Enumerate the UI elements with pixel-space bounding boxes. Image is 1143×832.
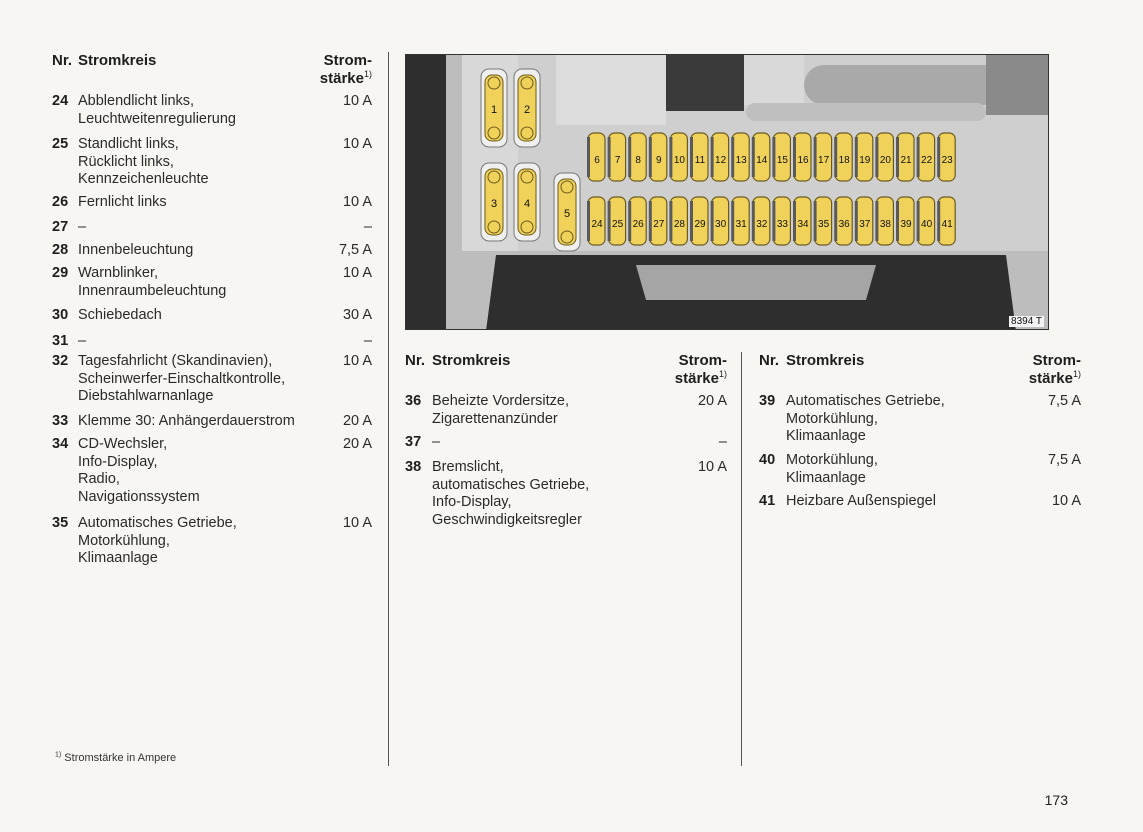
circuit-description: Klemme 30: Anhängerdauerstrom [78,413,295,429]
fuse-label-15: 15 [776,155,788,166]
right-header-amperage-text: Strom- stärke [1028,352,1081,387]
fuse-label-19: 19 [859,155,871,166]
fuse-label-14: 14 [756,155,768,166]
fuse-clip [690,201,693,241]
fuse-number: 32 [52,353,69,369]
fuse-clip [669,137,672,177]
left-header-nr: Nr. [52,52,73,69]
fuse-number: 37 [405,434,422,450]
fuse-label-29: 29 [694,219,706,230]
fuse-clip [608,137,611,177]
amperage-value: 20 A [342,436,372,452]
fuse-clip [855,137,858,177]
fuse-label-32: 32 [756,219,768,230]
footnote-mark: 1) [55,751,62,759]
fuse-number: 26 [52,194,69,210]
fuse-number: 40 [759,452,776,468]
fuse-clip [917,137,920,177]
fuse-number: 29 [52,265,69,281]
fuse-label-27: 27 [653,219,665,230]
fuse-number: 27 [52,219,69,235]
fuse-label-40: 40 [921,219,933,230]
fuse-label-16: 16 [797,155,809,166]
fuse-number: 34 [52,436,69,452]
fuse-number: 28 [52,242,69,258]
amperage-value: 20 A [697,393,727,409]
amperage-value: 10 A [342,265,372,281]
fuse-label-25: 25 [612,219,624,230]
fuse-label-18: 18 [838,155,850,166]
fuse-clip [649,201,652,241]
footnote [55,752,176,764]
fuse-clip [917,201,920,241]
circuit-description: CD-Wechsler, Info-Display, Radio, Navigationssystem [78,436,200,505]
fuse-number: 33 [52,413,69,429]
amperage-value: – [718,434,727,450]
right-header-circuit: Stromkreis [786,352,865,369]
spare-strip [746,103,986,121]
fuse-label-26: 26 [632,219,644,230]
fuse-label-17: 17 [818,155,830,166]
fuse-clip [875,137,878,177]
left-header-amperage-text: Strom- stärke [319,52,372,87]
fuse-box-diagram [406,55,1049,330]
fuse-clip [772,137,775,177]
fuse-number: 41 [759,493,776,509]
circuit-description: Bremslicht, automatisches Getriebe, Info-Display, Geschwindigkeitsregler [432,459,590,528]
circuit-description: Warnblinker, Innenraumbeleuchtung [78,265,227,299]
fuse-number: 38 [405,459,422,475]
amperage-value: – [363,333,372,349]
fuse-clip [690,137,693,177]
relay-area [556,55,666,125]
fuse-label-12: 12 [715,155,727,166]
fuse-clip [855,201,858,241]
circuit-description: Schiebedach [78,307,162,323]
fuse-label-22: 22 [921,155,933,166]
fuse-label-24: 24 [591,219,603,230]
fuse-clip [752,137,755,177]
fuse-label-33: 33 [776,219,788,230]
fuse-label-9: 9 [656,155,662,166]
amperage-value: 7,5 A [1047,393,1081,409]
fuse-clip [793,137,796,177]
fuse-label-11: 11 [694,155,706,166]
fuse-label-8: 8 [635,155,641,166]
fuse-clip [896,201,899,241]
circuit-description: – [78,219,87,235]
fuse-clip [937,137,940,177]
left-table-header [52,52,372,92]
amperage-value: 10 A [342,353,372,369]
circuit-description: Automatisches Getriebe, Motorkühlung, Klimaanlage [786,393,945,444]
amperage-value: 10 A [342,93,372,109]
fuse-label-13: 13 [735,155,747,166]
footnote-text: Stromstärke in Ampere [64,752,177,764]
fuse-label-4: 4 [523,198,531,210]
amperage-value: 20 A [342,413,372,429]
left-header-circuit: Stromkreis [78,52,157,69]
fuse-label-2: 2 [523,104,531,116]
fuse-label-37: 37 [859,219,871,230]
right-table-header [759,352,1081,392]
fuse-label-21: 21 [900,155,912,166]
fuse-label-1: 1 [490,104,498,116]
corner-block [986,55,1049,115]
fuse-clip [814,201,817,241]
fuse-label-38: 38 [879,219,891,230]
fuse-label-10: 10 [673,155,685,166]
middle-header-circuit: Stromkreis [432,352,511,369]
fuse-label-35: 35 [818,219,830,230]
circuit-description: Innenbeleuchtung [78,242,194,258]
fuse-label-7: 7 [614,155,621,166]
fuse-clip [752,201,755,241]
fuse-clip [731,201,734,241]
circuit-description: Automatisches Getriebe, Motorkühlung, Klimaanlage [78,515,237,566]
fuse-clip [608,201,611,241]
fuse-clip [649,137,652,177]
fuse-number: 35 [52,515,69,531]
amperage-value: – [363,219,372,235]
page-number: 173 [1044,792,1068,808]
fuse-label-3: 3 [490,198,498,210]
fuse-clip [628,201,631,241]
amperage-value: 30 A [342,307,372,323]
fuse-clip [711,137,714,177]
fuse-label-41: 41 [941,219,953,230]
fuse-number: 25 [52,136,69,152]
fuse-label-39: 39 [900,219,912,230]
fuse-clip [896,137,899,177]
divider-right [741,352,742,766]
amperage-value: 7,5 A [1047,452,1081,468]
fuse-number: 30 [52,307,69,323]
circuit-description: Beheizte Vordersitze, Zigarettenanzünder [432,393,570,427]
fuse-label-30: 30 [715,219,727,230]
middle-header-amperage [647,352,727,388]
fuse-clip [875,201,878,241]
fuse-label-20: 20 [879,155,891,166]
fuse-number: 31 [52,333,69,349]
circuit-description: Standlicht links, Rücklicht links, Kennzeichenleuchte [78,136,209,187]
circuit-description: Heizbare Außenspiegel [786,493,936,509]
fuse-number: 36 [405,393,422,409]
right-header-amperage [1001,352,1081,388]
circuit-description: – [78,333,87,349]
middle-header-footnote-mark: 1) [718,369,727,379]
circuit-description: Motorkühlung, Klimaanlage [786,452,878,486]
fuse-clip [669,201,672,241]
middle-header-amperage-text: Strom- stärke [674,352,727,387]
connector-grid [744,55,804,105]
fuse-number: 24 [52,93,69,109]
middle-header-nr: Nr. [405,352,426,369]
fuse-clip [772,201,775,241]
fuse-label-34: 34 [797,219,809,230]
fuse-clip [814,137,817,177]
fuse-label-36: 36 [838,219,850,230]
relay-socket [666,55,744,111]
amperage-value: 10 A [342,515,372,531]
fuse-label-23: 23 [941,155,953,166]
amperage-value: 10 A [342,194,372,210]
lower-tab [636,265,876,300]
amperage-value: 10 A [697,459,727,475]
fuse-label-6: 6 [594,155,600,166]
fuse-clip [587,137,590,177]
left-header-amperage [292,52,372,88]
fuse-clip [937,201,940,241]
right-header-nr: Nr. [759,352,780,369]
fuse-clip [793,201,796,241]
left-header-footnote-mark: 1) [363,69,372,79]
fuse-number: 39 [759,393,776,409]
middle-table-header [405,352,727,392]
amperage-value: 10 A [342,136,372,152]
clip-bar [804,65,1004,105]
circuit-description: Tagesfahrlicht (Skandinavien), Scheinwerfer-Einschaltkontrolle, Diebstahlwarnanlage [78,353,286,404]
amperage-value: 10 A [1051,493,1081,509]
fuse-clip [731,137,734,177]
fuse-box-figure [405,54,1049,330]
fuse-label-31: 31 [735,219,747,230]
fuse-clip [711,201,714,241]
circuit-description: Fernlicht links [78,194,167,210]
amperage-value: 7,5 A [338,242,372,258]
fuse-label-28: 28 [673,219,685,230]
circuit-description: – [432,434,441,450]
circuit-description: Abblendlicht links, Leuchtweitenregulierung [78,93,236,127]
fuse-clip [834,137,837,177]
fuse-clip [834,201,837,241]
divider-left [388,52,389,766]
fuse-label-5: 5 [563,208,571,220]
right-header-footnote-mark: 1) [1072,369,1081,379]
fuse-clip [587,201,590,241]
fuse-clip [628,137,631,177]
figure-code: 8394 T [1011,316,1042,327]
